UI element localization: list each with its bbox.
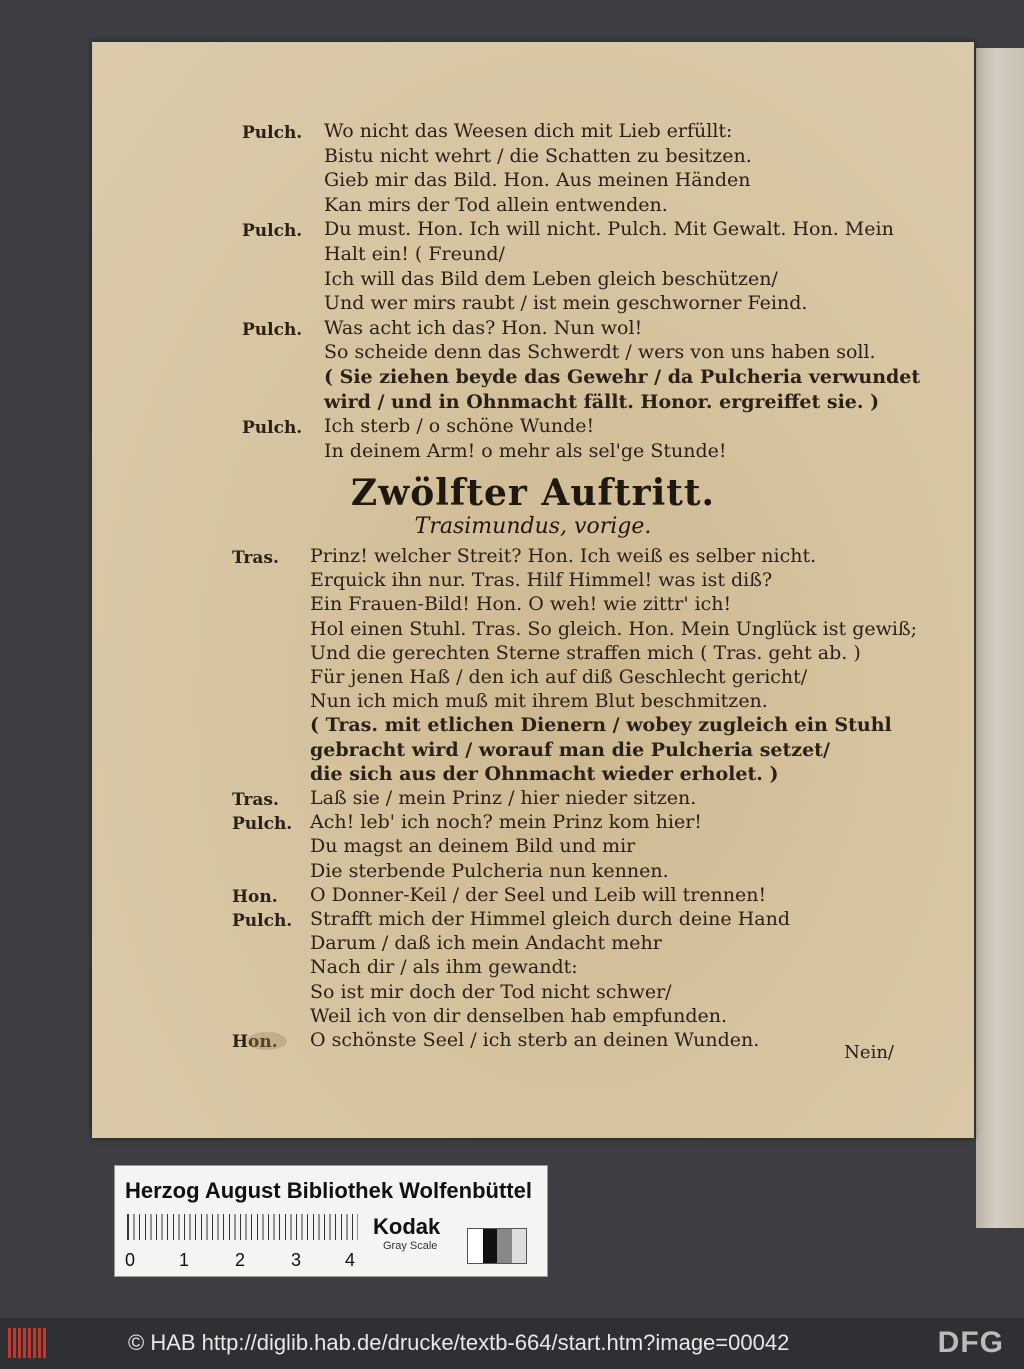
verse-line: Ein Frauen-Bild! Hon. O weh! wie zittr' ich! — [310, 593, 732, 616]
speaker-label: Pulch. — [242, 123, 303, 143]
gray-patches — [467, 1228, 527, 1264]
speaker-label: Pulch. — [242, 221, 303, 242]
speaker-label: Hon. — [232, 886, 278, 907]
verse-line: Und wer mirs raubt / ist mein geschworner Feind. — [324, 292, 808, 315]
stage-direction: ( Sie ziehen beyde das Gewehr / da Pulcheria verwundet — [324, 366, 921, 388]
gray-scale-label: Gray Scale — [383, 1240, 438, 1252]
book-page — [92, 42, 974, 1138]
verse-line: Hol einen Stuhl. Tras. So gleich. Hon. Mein Unglück ist gewiß; — [310, 617, 918, 640]
verse-line: Gieb mir das Bild. Hon. Aus meinen Händen — [324, 169, 751, 192]
verse-line: Bistu nicht wehrt / die Schatten zu besitzen. — [324, 144, 752, 167]
ruler-number: 2 — [235, 1250, 246, 1270]
scene-heading: Zwölfter Auftritt. — [350, 472, 716, 514]
verse-line: O schönste Seel / ich sterb an deinen Wunden. — [310, 1029, 760, 1051]
speaker-label: Pulch. — [232, 911, 293, 931]
verse-line: Du must. Hon. Ich will nicht. Pulch. Mit Gewalt. Hon. Mein — [324, 218, 894, 241]
speaker-label: Pulch. — [232, 814, 293, 835]
verse-line: Ich will das Bild dem Leben gleich beschützen/ — [324, 267, 778, 290]
verse-line: Du magst an deinem Bild und mir — [310, 835, 636, 858]
ruler-number: 4 — [345, 1250, 356, 1270]
stage-direction: gebracht wird / worauf man die Pulcheria setzet/ — [310, 738, 830, 761]
ruler-number: 1 — [179, 1250, 190, 1270]
verse-line: O Donner-Keil / der Seel und Leib will trennen! — [310, 883, 767, 906]
verse-line: So scheide denn das Schwerdt / wers von uns haben soll. — [324, 341, 876, 364]
facing-page-edge — [976, 48, 1024, 1228]
stage-direction: ( Tras. mit etlichen Dienern / wobey zugleich ein Stuhl — [310, 714, 892, 737]
verse-line: Für jenen Haß / den ich auf diß Geschlecht gericht/ — [310, 666, 808, 688]
verse-line: Ich sterb / o schöne Wunde! — [324, 415, 595, 438]
speaker-label: Hon. — [232, 1032, 278, 1052]
ruler — [127, 1214, 358, 1240]
stage-direction: die sich aus der Ohnmacht wieder erholet. ) — [310, 762, 779, 785]
barcode-icon — [8, 1328, 48, 1358]
verse-line: Laß sie / mein Prinz / hier nieder sitzen. — [310, 787, 697, 809]
verse-line: Halt ein! ( Freund/ — [324, 243, 505, 265]
speaker-label: Pulch. — [242, 319, 303, 340]
ink-stain — [247, 1032, 287, 1050]
verse-line: So ist mir doch der Tod nicht schwer/ — [310, 980, 672, 1003]
catchword: Nein/ — [844, 1042, 894, 1063]
verse-line: Die sterbende Pulcheria nun kennen. — [310, 859, 669, 882]
scale-bar — [114, 1165, 548, 1277]
verse-line: Weil ich von dir denselben hab empfunden. — [310, 1004, 727, 1027]
speaker-label: Tras. — [232, 548, 279, 568]
ruler-number: 0 — [125, 1250, 136, 1270]
verse-line: Prinz! welcher Streit? Hon. Ich weiß es selber nicht. — [310, 545, 817, 567]
kodak-logo: Kodak — [373, 1214, 441, 1239]
verse-line: Nun ich mich muß mit ihrem Blut beschmitzen. — [310, 690, 768, 713]
library-name: Herzog August Bibliothek Wolfenbüttel — [125, 1178, 532, 1203]
verse-line: Und die gerechten Sterne straffen mich ( Tras. geht ab. ) — [310, 641, 861, 664]
scene-characters: Trasimundus, vorige. — [414, 514, 652, 539]
verse-line: In deinem Arm! o mehr als sel'ge Stunde! — [324, 439, 727, 462]
verse-line: Erquick ihn nur. Tras. Hilf Himmel! was ist diß? — [310, 569, 773, 592]
speaker-label: Tras. — [232, 790, 279, 810]
verse-line: Was acht ich das? Hon. Nun wol! — [324, 316, 643, 339]
verse-line: Darum / daß ich mein Andacht mehr — [310, 932, 662, 955]
ruler-number: 3 — [291, 1250, 302, 1270]
verse-line: Wo nicht das Weesen dich mit Lieb erfüllt: — [324, 120, 733, 142]
footer-bar — [0, 1318, 1024, 1369]
stage-direction: wird / und in Ohnmacht fällt. Honor. ergreiffet sie. ) — [324, 390, 880, 413]
verse-line: Ach! leb' ich noch? mein Prinz kom hier! — [310, 811, 702, 834]
dfg-logo: DFG — [937, 1326, 1004, 1359]
speaker-label: Pulch. — [242, 418, 303, 439]
footer-credit: © HAB http://diglib.hab.de/drucke/textb-664/start.htm?image=00042 — [128, 1330, 790, 1355]
verse-line: Kan mirs der Tod allein entwenden. — [324, 193, 668, 216]
verse-line: Strafft mich der Himmel gleich durch deine Hand — [310, 908, 790, 930]
verse-line: Nach dir / als ihm gewandt: — [310, 956, 578, 979]
